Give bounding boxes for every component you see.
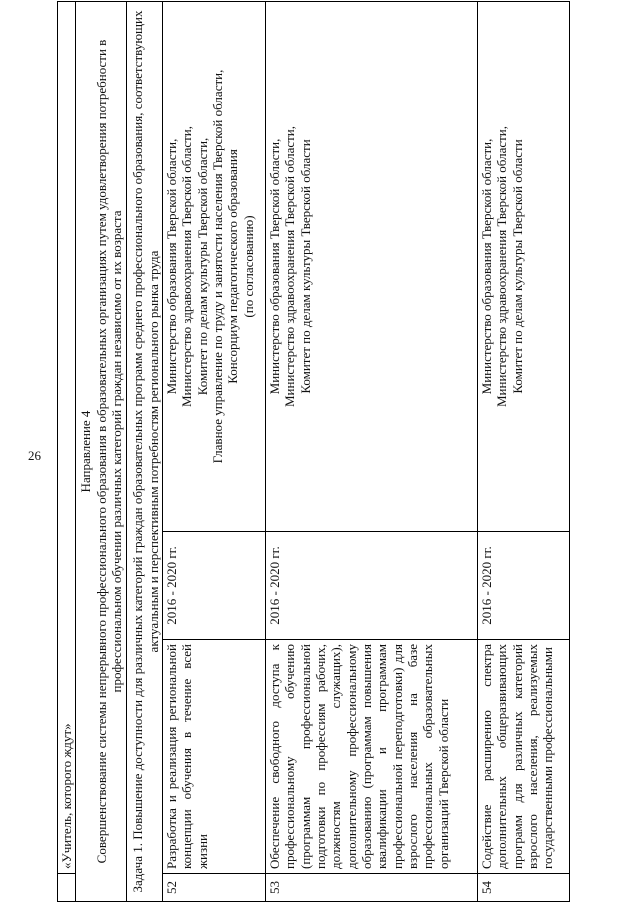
direction-text: Совершенствование системы непрерывного профессионального образования в образовательных организациях путем удовлетворения потребности в профессиональном обучении различных категорий граждан независимо от их возраста [93, 39, 124, 864]
executors-cell: Министерство образования Тверской области, Министерство здравоохранения Тверской области, Комитет по делам культуры Тверской области [477, 1, 569, 531]
period-cell: 2016 - 2020 гг. [265, 532, 477, 640]
table-row [477, 1, 569, 901]
plan-table [57, 1, 570, 902]
header-empty-cell [58, 874, 76, 902]
table-row [162, 1, 265, 901]
direction-cell [76, 1, 127, 901]
activity-cell: Обеспечение свободного доступа к профессиональному обучению (программам профессиональной подготовки по профессиям рабочих, должностям служащих), дополнительному профессиональному образованию (программам повышения квалификации и программам профессиональной переподготовки) для взрослого населения на базе профессиональных образовательных организаций Тверской области [265, 640, 477, 874]
row-number: 53 [265, 874, 477, 902]
rotated-table-container [57, 2, 569, 902]
activity-cell: Содействие расширению спектра дополнительных общеразвивающих программ для различных категорий взрослого населения, реализуемых государственными профессиональными [477, 640, 569, 874]
executors-cell: Министерство образования Тверской области, Министерство здравоохранения Тверской области, Комитет по делам культуры Тверской области [265, 1, 477, 531]
direction-title: Направление 4 [78, 410, 94, 493]
header-text: «Учитель, которого ждут» [58, 1, 76, 873]
period-cell: 2016 - 2020 гг. [162, 532, 265, 640]
table-row [265, 1, 477, 901]
task-row [127, 1, 163, 901]
period-cell: 2016 - 2020 гг. [477, 532, 569, 640]
direction-row [76, 1, 127, 901]
row-number: 54 [477, 874, 569, 902]
executors-cell: Министерство образования Тверской области, Министерство здравоохранения Тверской области, Комитет по делам культуры Тверской области, Главное управление по труду и занятости населения Тверской области, Консорциум педагогического образования (по согласованию) [162, 1, 265, 531]
header-row [58, 1, 76, 901]
task-text: Задача 1. Повышение доступности для различных категорий граждан образовательных программ среднего профессионального образования, соответствующих актуальным и перспективным потребностям регионального рынка труда [127, 1, 163, 901]
page-number: 26 [28, 448, 41, 463]
row-number: 52 [162, 874, 265, 902]
activity-cell: Разработка и реализация региональной концепции обучения в течение всей жизни [162, 640, 265, 874]
